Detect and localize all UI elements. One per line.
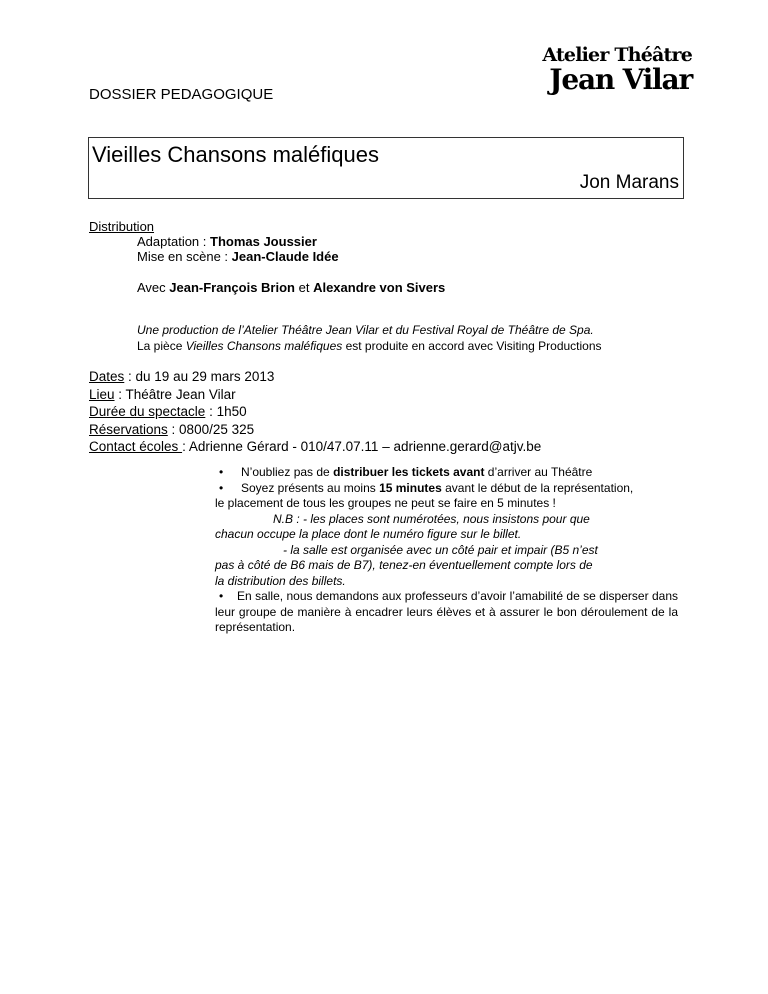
title-box [88,137,684,199]
notes-block [215,465,678,636]
distribution-heading: Distribution [89,219,155,234]
mise-en-scene-line [137,249,339,264]
contact-label: Contact écoles [89,439,183,454]
bullet-icon: • [219,465,224,479]
nb-line-5: la distribution des billets. [215,573,346,588]
bullet-icon: • [219,589,224,603]
lieu-value: : Théâtre Jean Vilar [114,386,236,402]
note-2-line-2: le placement de tous les groupes ne peut se faire en 5 minutes ! [215,496,556,510]
contact-value: : Adrienne Gérard - 010/47.07.11 – adrienne.gerard@atjv.be [182,439,542,454]
note-3 [215,589,678,636]
play-title: Vieilles Chansons maléfiques [92,142,379,167]
cast-avec: Avec [137,280,170,295]
mise-en-scene-label: Mise en scène : [137,249,232,264]
dossier-heading: DOSSIER PEDAGOGIQUE [89,86,274,103]
adaptation-label: Adaptation : [137,234,210,249]
nb-line-4: pas à côté de B6 mais de B7), tenez-en éventuellement compte lors de [215,558,593,572]
contact-line [89,438,541,456]
bullet-icon: • [219,480,224,495]
cast-line [137,280,445,295]
note-2 [215,481,678,497]
reservations-line [89,421,541,439]
note-2-pre: Soyez présents au moins [241,480,380,495]
production-line-2-pre: La pièce [137,339,186,353]
production-line-2-title: Vieilles Chansons maléfiques [185,339,343,353]
dates-line [89,368,541,386]
logo-line-1: Atelier Théâtre [542,44,692,66]
reservations-value: : 0800/25 325 [167,421,255,437]
nb-line-1: N.B : - les places sont numérotées, nous insistons pour que [273,511,590,526]
mise-en-scene-name: Jean-Claude Idée [231,249,339,264]
adaptation-name: Thomas Joussier [210,234,317,249]
production-line-2 [137,339,602,353]
production-line-1: Une production de l’Atelier Théâtre Jean Vilar et du Festival Royal de Théâtre de Spa. [137,323,594,337]
note-2-bold: 15 minutes [379,480,442,495]
note-1 [215,465,678,481]
logo-line-2: Jean Vilar [549,63,692,96]
lieu-label: Lieu [89,386,115,402]
nb-line-3: - la salle est organisée avec un côté pair et impair (B5 n’est [283,542,598,557]
dates-label: Dates [89,369,125,384]
note-1-pre: N’oubliez pas de [241,465,334,479]
production-line-2-post: est produite en accord avec Visiting Productions [342,339,602,353]
note-3-text: En salle, nous demandons aux professeurs d’avoir l’amabilité de se disperser dans leur groupe de manière à encadrer leurs élèves et à assurer le bon déroulement de la représentation. [215,589,678,634]
duree-line [89,403,541,421]
note-1-post: d’arriver au Théâtre [484,465,593,479]
note-2-post: avant le début de la représentation, [441,480,634,495]
play-author: Jon Marans [579,172,679,193]
reservations-label: Réservations [89,421,168,437]
duree-value: : 1h50 [205,404,247,419]
cast-actor-2: Alexandre von Sivers [313,280,446,295]
cast-et: et [294,280,314,295]
duree-label: Durée du spectacle [89,404,206,419]
nb-line-2: chacun occupe la place dont le numéro figure sur le billet. [215,527,522,541]
adaptation-line [137,234,317,249]
cast-actor-1: Jean-François Brion [169,280,295,295]
lieu-line [89,386,541,404]
dates-value: : du 19 au 29 mars 2013 [124,369,275,384]
practical-info [89,368,541,456]
atelier-theatre-jean-vilar-logo [542,46,692,94]
note-1-bold: distribuer les tickets avant [333,465,485,479]
